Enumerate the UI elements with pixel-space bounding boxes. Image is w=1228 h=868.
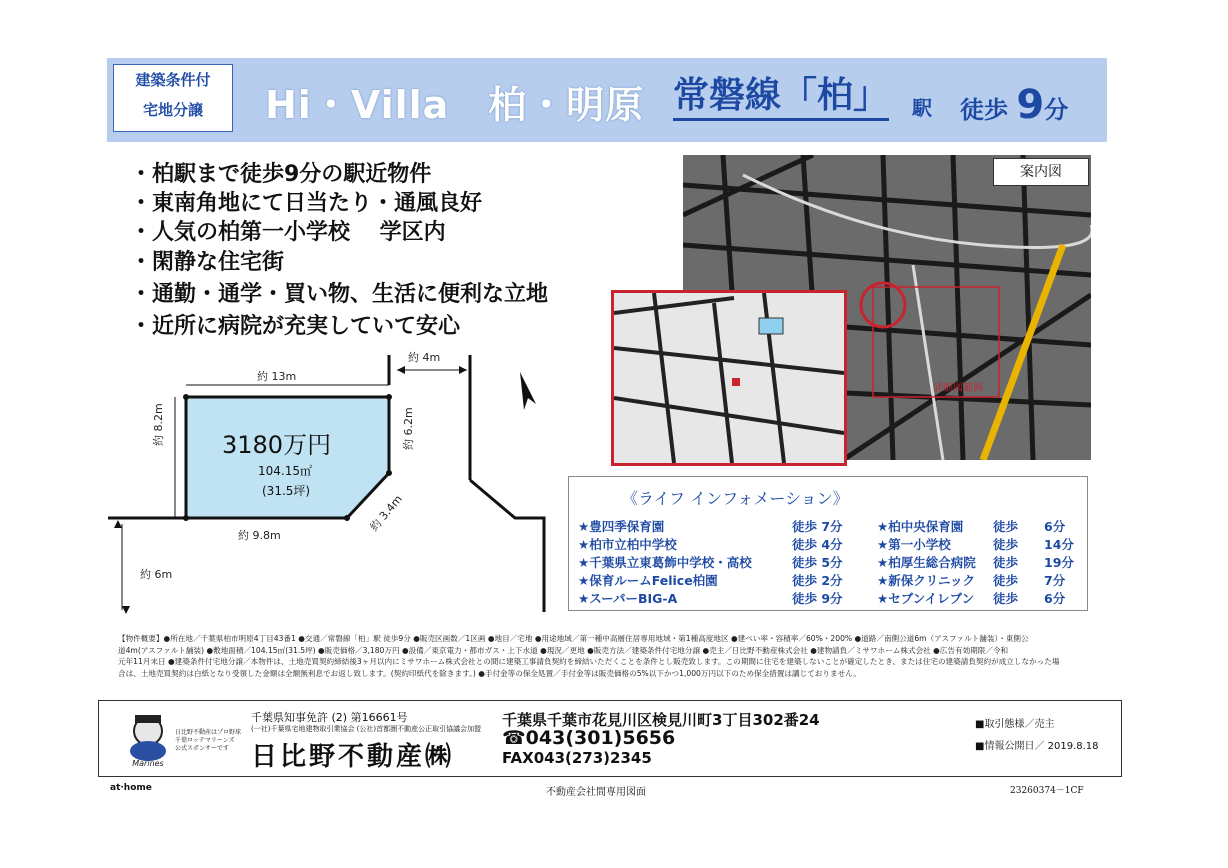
company-address: 千葉県千葉市花見川区検見川町3丁目302番24 [502,711,820,729]
dim-road-left: 約 6m [140,568,173,581]
life-item-name: ★新保クリニック [877,573,975,588]
badge-line2: 宅地分譲 [142,101,203,119]
dim-top: 約 13m [257,370,297,383]
lot-price: 3180万円 [222,431,332,459]
life-item-walk: 徒歩 [993,573,1019,588]
life-item-name: ★豊四季保育園 [578,519,665,534]
life-item-walk: 徒歩 [993,519,1019,534]
station-line: 常磐線「柏」 [673,74,889,121]
detail-map-roads [614,293,844,463]
life-item-distance: 徒歩 4分 [792,537,843,552]
summary-line: 道4m(アスファルト舗装) ●敷地面積／104.15㎡(31.5坪) ●販売価格／3,180万円 ●設備／東京電力・都市ガス・上下水道 ●現況／更地 ●販売方法／建築条件付宅地分譲 ●売主／日比野不動産株式会社 ●建物請負／ミサワホーム株式会社 ●広告有効期限／令和 [118,645,1009,655]
life-item-minutes: 6分 [1044,519,1066,534]
life-item-minutes: 6分 [1044,591,1066,606]
fax-value: 043(273)2345 [533,749,652,767]
life-item-name: ★柏中央保育園 [877,519,964,534]
life-item-minutes: 14分 [1044,537,1074,552]
fax-label: FAX [502,749,534,767]
life-item-minutes: 19分 [1044,555,1074,570]
publish-date: ■情報公開日／ 2019.8.18 [975,741,1099,752]
property-summary [118,633,1110,679]
sponsor-note [175,729,241,753]
sponsor-line: 日比野不動産はプロ野球 [175,729,242,736]
feature-item: ・柏駅まで徒歩9分の駅近物件 [130,162,432,187]
marines-wordmark: Marines [132,759,164,768]
life-item-distance: 徒歩 2分 [792,573,843,588]
life-item-name: ★保育ルームFelice柏園 [578,573,718,588]
north-arrow-icon [520,372,536,410]
phone-number: ☎043(301)5656 [502,727,676,749]
sponsor-line: 千葉ロッテマリーンズ [175,737,235,744]
road-edge [470,480,544,612]
feature-item: ・人気の柏第一小学校 学区内 [130,220,446,245]
company-footer [98,700,1122,777]
document-id: 23260374－1CF [1010,786,1084,796]
station-suffix: 駅 [912,96,932,120]
map-detail-label: 詳細図範囲 [933,383,983,394]
license-number: 千葉県知事免許 (2) 第16661号 [251,711,408,724]
transaction-type: ■取引態様／売主 [975,719,1055,730]
walk-prefix: 徒歩 [960,96,1008,124]
lot-area: 104.15㎡ [258,464,312,478]
detail-map [611,290,847,466]
feature-item: ・近所に病院が充実していて安心 [130,314,461,339]
walk-time [960,82,1068,128]
dim-right: 約 6.2m [402,407,415,450]
life-item-name: ★第一小学校 [877,537,951,552]
dim-diagonal: 約 3.4m [367,492,405,534]
life-item-name: ★セブンイレブン [877,591,975,606]
life-item-walk: 徒歩 [993,555,1019,570]
life-item-name: ★柏厚生総合病院 [877,555,976,570]
dim-road-top: 約 4m [408,351,441,364]
summary-line: 元年11月末日 ●建築条件付宅地分譲／本物件は、土地売買契約締結後3ヶ月以内にミサワホーム株式会社との間に建築工事請負契約を締結いただくことを条件とし販売致します。この期間に住宅を建築しないことが確定したとき、または住宅の建築請負契約が成立しなかった場 [118,657,1060,666]
life-item-name: ★柏市立柏中学校 [578,537,677,552]
summary-line: 合は、土地売買契約は白紙となり受領した金額は全額無利息でお返し致します。(契約印紙代を除きます。) ●手付金等の保全処置／手付金等は販売価格の5%以下かつ1,000万円以下のため保全措置は講じておりません。 [118,668,861,678]
map-title: 案内図 [993,158,1089,186]
life-item-minutes: 7分 [1044,573,1066,588]
life-item-distance: 徒歩 7分 [792,519,843,534]
feature-item: ・通勤・通学・買い物、生活に便利な立地 [130,282,549,307]
lot-area-tsubo: (31.5坪) [262,484,311,498]
life-item-name: ★スーパーBIG-A [578,591,678,606]
life-item-name: ★千葉県立東葛飾中学校・高校 [578,555,752,570]
marines-mascot-logo [123,709,173,769]
sponsor-line: 公式スポンサーです [175,745,230,752]
summary-line: 【物件概要】●所在地／千葉県柏市明原4丁目43番1 ●交通／常磐線「柏」駅 徒歩9分 ●販売区画数／1区画 ●地目／宅地 ●用途地域／第一種中高層住居専用地域・第1種高度地区 ●建ぺい率・容積率／60%・200% ●道路／南側公道6m（アスファルト舗装）・東側公 [118,634,1029,643]
life-item-walk: 徒歩 [993,537,1019,552]
property-name: Hi・Villa 柏・明原 [265,83,645,127]
feature-item: ・閑静な住宅街 [130,250,285,275]
walk-unit: 分 [1044,96,1069,124]
badge-line1: 建築条件付 [135,71,211,89]
life-info-title: 《ライフ インフォメーション》 [622,489,849,508]
dim-left: 約 8.2m [152,403,165,446]
feature-item: ・東南角地にて日当たり・通風良好 [130,191,483,216]
condition-badge [113,64,233,132]
association: (一社)千葉県宅地建物取引業協会 (公社)首都圏不動産公正取引協議会加盟 [251,725,482,733]
life-item-walk: 徒歩 [993,591,1019,606]
life-item-distance: 徒歩 9分 [792,591,843,606]
dim-bottom: 約 9.8m [238,529,281,542]
drawing-type: 不動産会社間専用図面 [546,787,646,798]
life-item-distance: 徒歩 5分 [792,555,843,570]
athome-logo: at·home [110,783,152,793]
walk-minutes: 9 [1016,82,1045,128]
company-name: 日比野不動産㈱ [251,742,455,772]
fax-number [502,749,652,767]
